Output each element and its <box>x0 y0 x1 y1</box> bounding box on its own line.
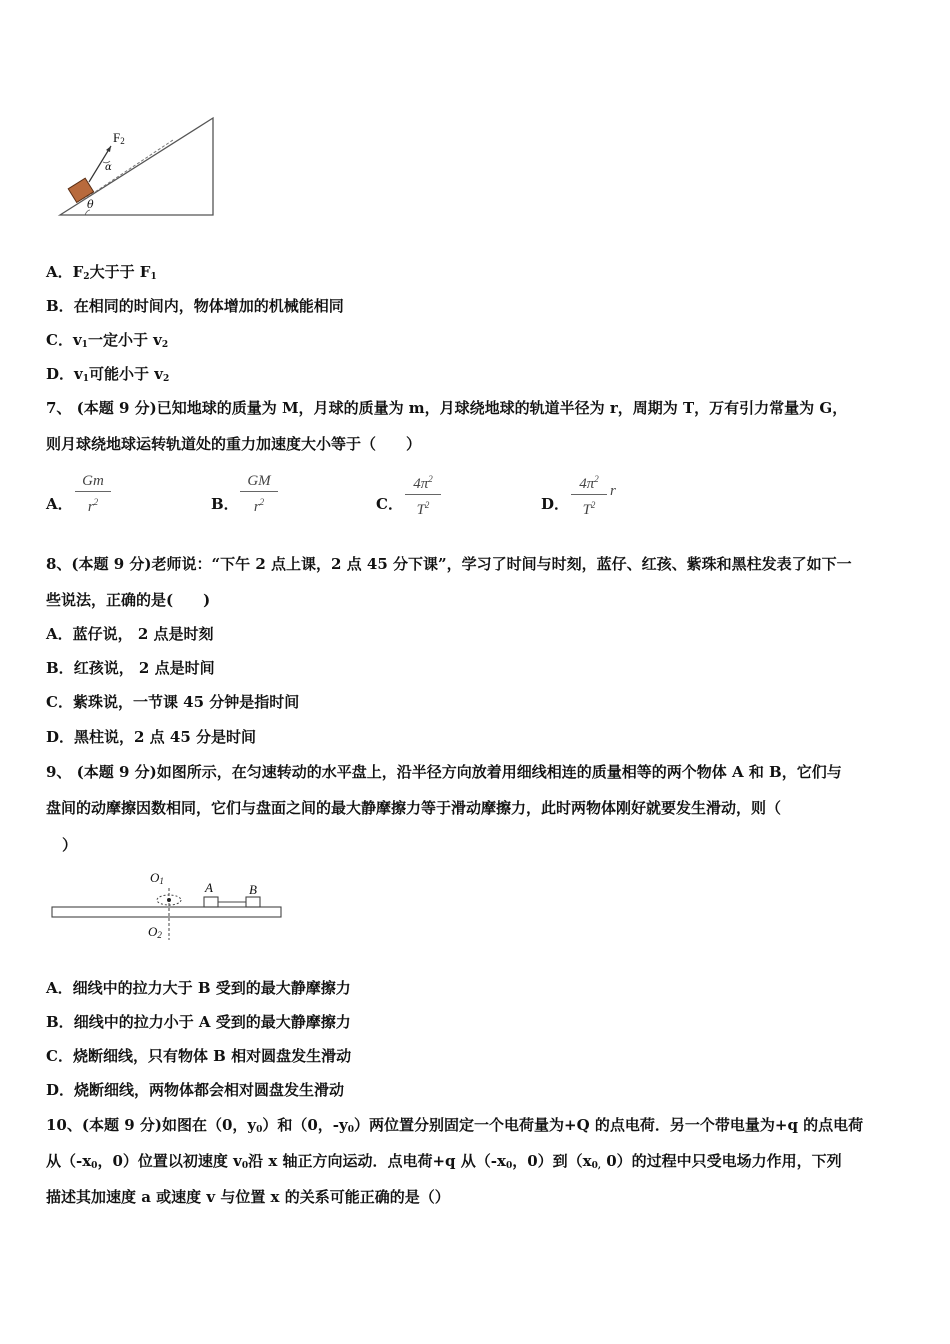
q8-stem-line1: 8、(本题 9 分)老师说：“下午 2 点上课，2 点 45 分下课”，学习了时间与时刻，蓝仔、红孩、紫珠和黑柱发表了如下一 <box>46 555 852 573</box>
o1-label: $O_1$ <box>150 870 164 886</box>
q9-stem-line3: ） <box>62 836 78 854</box>
q10-stem-line1: 10、(本题 9 分)如图在（0，$y_0$）和（0，$-y_0$）两位置分别固定一个电荷量为+Q 的点电荷．另一个带电量为+q 的点电荷 <box>46 1116 864 1135</box>
block-a-label: A <box>205 880 213 895</box>
q8-stem-line2: 些说法，正确的是( ) <box>46 591 211 609</box>
q7-option-c-formula[interactable]: $4\pi^2$ $T^2$ <box>405 470 441 519</box>
q7-option-c-label[interactable]: C． <box>376 495 403 513</box>
o2-label: $O_2$ <box>148 924 162 940</box>
incline-figure <box>55 112 225 222</box>
q7-option-d-formula[interactable]: $4\pi^2$ $T^2$ <box>571 470 607 519</box>
q7-stem-line1: 7、 (本题 9 分)已知地球的质量为 M，月球的质量为 m，月球绕地球的轨道半径为 r，周期为 T，万有引力常量为 G， <box>46 399 848 417</box>
q9-stem-line1: 9、 (本题 9 分)如图所示，在匀速转动的水平盘上，沿半径方向放着用细线相连的质量相等的两个物体 A 和 B，它们与 <box>46 763 842 781</box>
q6-option-c[interactable]: C．$v_1$一定小于 $v_2$ <box>46 331 169 350</box>
q7-stem-line2: 则月球绕地球运转轨道处的重力加速度大小等于（ ） <box>46 435 422 453</box>
q10-stem-line2: 从（$-x_0$，0）位置以初速度 $v_0$沿 x 轴正方向运动．点电荷+q 从（$-x_0$，0）到（$x_{0,}$ 0）的过程中只受电场力作用，下列 <box>46 1152 842 1171</box>
theta-label: θ <box>87 198 94 211</box>
q9-option-b[interactable]: B．细线中的拉力小于 A 受到的最大静摩擦力 <box>46 1013 351 1031</box>
q9-stem-line2: 盘间的动摩擦因数相同，它们与盘面之间的最大静摩擦力等于滑动摩擦力，此时两物体刚好就要发生滑动，则（ <box>46 799 782 817</box>
q7-option-d-label[interactable]: D． <box>541 495 570 513</box>
q8-option-c[interactable]: C．紫珠说，一节课 45 分钟是指时间 <box>46 693 300 711</box>
q7-option-b-label[interactable]: B． <box>211 495 239 513</box>
q7-option-d-suffix: r <box>610 483 616 499</box>
turntable-diagram <box>48 868 288 944</box>
turntable-figure <box>48 868 288 944</box>
force-label: $F_2$ <box>113 130 125 146</box>
q7-option-b-formula[interactable]: GM $r^2$ <box>240 472 278 516</box>
q8-option-a[interactable]: A．蓝仔说， 2 点是时刻 <box>46 625 214 643</box>
q7-option-a-formula[interactable]: Gm $r^2$ <box>75 472 111 516</box>
q6-option-a[interactable]: A．$F_2$大于于 $F_1$ <box>46 263 157 282</box>
incline-diagram <box>55 112 225 222</box>
q9-option-c[interactable]: C．烧断细线，只有物体 B 相对圆盘发生滑动 <box>46 1047 352 1065</box>
q6-option-d[interactable]: D．$v_1$可能小于 $v_2$ <box>46 365 170 384</box>
q9-option-d[interactable]: D．烧断细线，两物体都会相对圆盘发生滑动 <box>46 1081 345 1099</box>
q7-option-a-label[interactable]: A． <box>46 495 73 513</box>
block-b-label: B <box>249 882 257 897</box>
q9-option-a[interactable]: A．细线中的拉力大于 B 受到的最大静摩擦力 <box>46 979 351 997</box>
q6-option-b[interactable]: B．在相同的时间内，物体增加的机械能相同 <box>46 297 344 315</box>
alpha-label: α <box>105 162 112 173</box>
q8-option-d[interactable]: D．黑柱说，2 点 45 分是时间 <box>46 728 256 746</box>
q8-option-b[interactable]: B．红孩说， 2 点是时间 <box>46 659 215 677</box>
q10-stem-line3: 描述其加速度 a 或速度 v 与位置 x 的关系可能正确的是（） <box>46 1188 450 1206</box>
